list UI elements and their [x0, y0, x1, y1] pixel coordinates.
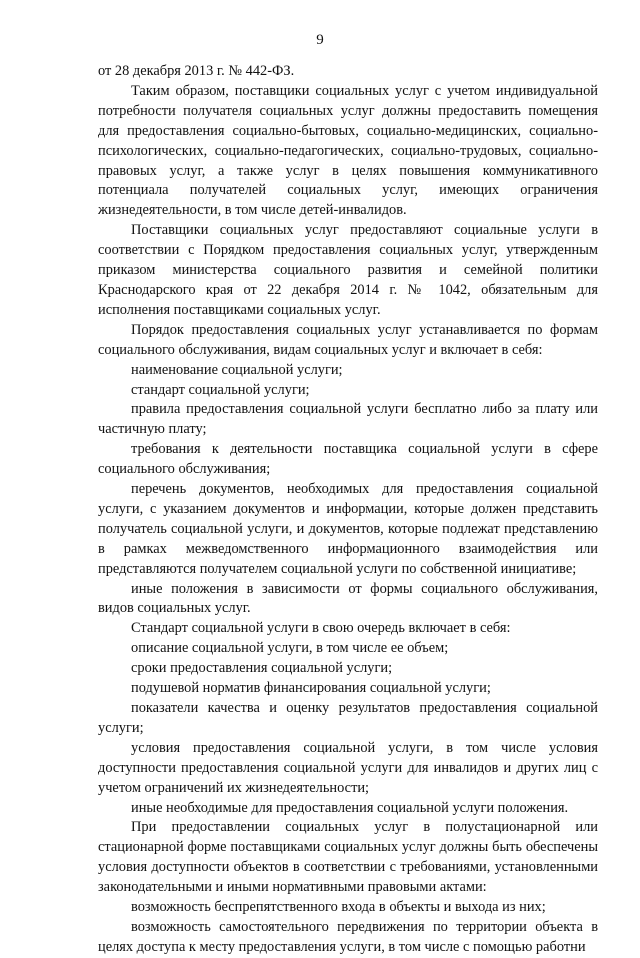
- list-item: иные положения в зависимости от формы социального обслуживания, видов социальных услуг.: [98, 580, 598, 617]
- list-item: перечень документов, необходимых для предоставления социальной услуги, с указанием документов и информации, которые должен представить получатель социальной услуги, и документов, которые подлежат представлению в рамках межведомственного информационного взаимодействия или представляются получателем социальной услуги по собственной инициативе;: [98, 481, 598, 577]
- list-item: возможность беспрепятственного входа в объекты и выхода из них;: [131, 899, 546, 916]
- paragraph-1: от 28 декабря 2013 г. № 442-ФЗ.: [98, 63, 295, 79]
- paragraph-standard: Стандарт социальной услуги в свою очередь включает в себя:: [131, 620, 511, 637]
- paragraph-3: Поставщики социальных услуг предоставляют социальные услуги в соответствии с Порядком предоставления социальных услуг, утвержденным приказом министерства социального развития и семейной политики Краснодарского края от 22 декабря 2014 г. № 1042, обязательным для исполнения поставщиками социальных услуг.: [98, 222, 598, 318]
- list-item: подушевой норматив финансирования социальной услуги;: [131, 680, 491, 697]
- paragraph-4: Порядок предоставления социальных услуг устанавливается по формам социального обслуживания, видам социальных услуг и включает в себя:: [98, 321, 598, 358]
- paragraph-2: Таким образом, поставщики социальных услуг с учетом индивидуальной потребности получателя социальных услуг должны предоставить помещения для предоставления социально-бытовых, социально-медицинских, социально-психологических, социально-педагогических, социально-трудовых, социально-правовых услуг, а также услуг в целях повышения коммуникативного потенциала получателей социальных услуг, имеющих ограничения жизнедеятельности, в том числе детей-инвалидов.: [98, 82, 598, 219]
- list-item: условия предоставления социальной услуги, в том числе условия доступности предоставления социальной услуги для инвалидов и других лиц с учетом ограничений их жизнедеятельности;: [98, 739, 598, 796]
- list-item: наименование социальной услуги;: [131, 361, 343, 378]
- list-item: сроки предоставления социальной услуги;: [131, 660, 393, 677]
- list-item: описание социальной услуги, в том числе ее объем;: [131, 640, 449, 657]
- list-item: требования к деятельности поставщика социальной услуги в сфере социального обслуживания;: [98, 441, 598, 478]
- page-number: 9: [316, 32, 324, 48]
- paragraph-accessibility: При предоставлении социальных услуг в полустационарной или стационарной форме поставщиками социальных услуг должны быть обеспечены условия доступности объектов в соответствии с требованиями, установленными законодательными и иными нормативными правовыми актами:: [98, 819, 598, 896]
- list-item: показатели качества и оценку результатов предоставления социальной услуги;: [98, 700, 598, 736]
- document-body: [98, 62, 598, 958]
- list-item: возможность самостоятельного передвижения по территории объекта в целях доступа к месту предоставления услуги, в том числе с помощью работни: [98, 918, 598, 955]
- list-item: правила предоставления социальной услуги бесплатно либо за плату или частичную плату;: [98, 401, 598, 438]
- list-item: стандарт социальной услуги;: [131, 381, 310, 398]
- list-item: иные необходимые для предоставления социальной услуги положения.: [131, 799, 569, 816]
